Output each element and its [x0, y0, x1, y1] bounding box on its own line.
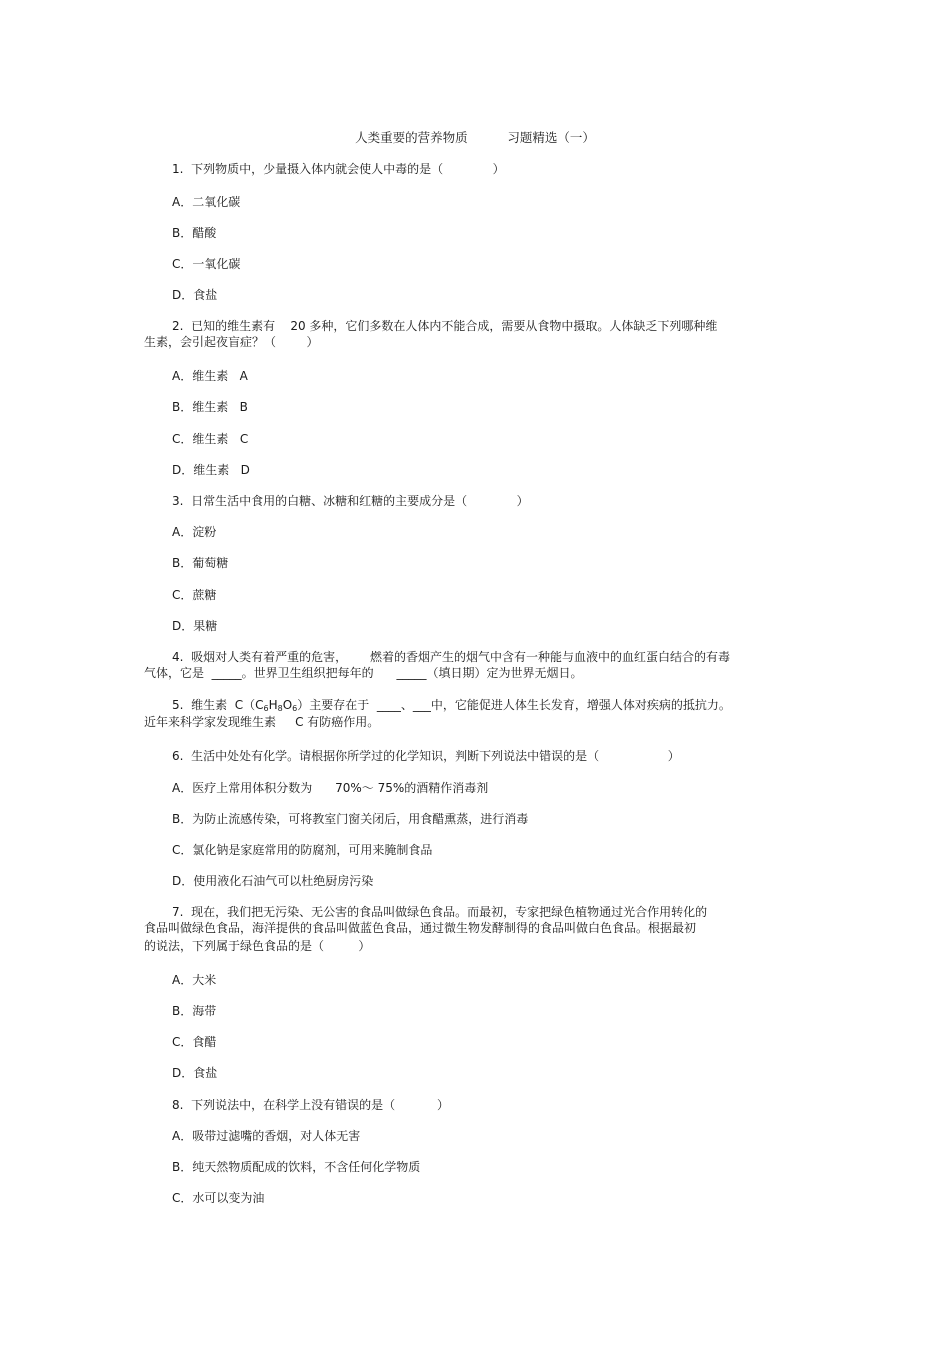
question-3-option-b: B．葡萄糖 [172, 556, 229, 570]
question-2-option-a: A．维生素 A [172, 369, 248, 383]
question-3-option-d: D．果糖 [172, 619, 218, 633]
question-5-post: ）主要存在于 ____、___中，它能促进人体生长发育，增强人体对疾病的抵抗力。 [297, 698, 731, 712]
question-3-stem: 3. 日常生活中食用的白糖、冰糖和红糖的主要成分是（ ） [172, 494, 529, 508]
question-1-option-a: A．二氧化碳 [172, 195, 241, 209]
formula-subscript: 6 [263, 704, 269, 713]
question-1-option-b: B．醋酸 [172, 226, 217, 240]
question-2-stem-line-1: 2. 已知的维生素有 20 多种，它们多数在人体内不能合成，需要从食物中摄取。人体缺乏下列哪种维 [172, 319, 718, 333]
question-8-option-a: A．吸带过滤嘴的香烟，对人体无害 [172, 1129, 361, 1143]
question-1-option-d: D．食盐 [172, 288, 218, 302]
question-2-option-d: D．维生素 D [172, 463, 250, 477]
question-6-option-a: A．医疗上常用体积分数为 70%～ 75%的酒精作消毒剂 [172, 781, 489, 795]
formula-subscript: 6 [292, 704, 298, 713]
question-5-pre: 5. 维生素 C（C [172, 698, 264, 712]
question-7-stem-line-2: 食品叫做绿色食品，海洋提供的食品叫做蓝色食品，通过微生物发酵制得的食品叫做白色食品。根据最初 [144, 921, 697, 935]
formula-element: H [268, 698, 278, 712]
question-1-option-c: C．一氧化碳 [172, 257, 241, 271]
question-2-option-c: C．维生素 C [172, 432, 249, 446]
question-7-option-a: A．大米 [172, 973, 217, 987]
question-7-option-d: D．食盐 [172, 1066, 218, 1080]
question-4-stem-line-1: 4. 吸烟对人类有着严重的危害， 燃着的香烟产生的烟气中含有一种能与血液中的血红蛋白结合的有毒 [172, 650, 730, 664]
question-6-option-c: C．氯化钠是家庭常用的防腐剂，可用来腌制食品 [172, 843, 433, 857]
question-3-option-c: C．蔗糖 [172, 588, 217, 602]
formula-subscript: 8 [277, 704, 283, 713]
question-2-option-b: B．维生素 B [172, 400, 248, 414]
question-8-option-c: C．水可以变为油 [172, 1191, 265, 1205]
page-title: 人类重要的营养物质 习题精选（一） [355, 130, 595, 145]
question-6-option-b: B．为防止流感传染，可将教室门窗关闭后，用食醋熏蒸，进行消毒 [172, 812, 529, 826]
question-6-stem: 6. 生活中处处有化学。请根据你所学过的化学知识，判断下列说法中错误的是（ ） [172, 749, 680, 763]
question-8-stem: 8. 下列说法中，在科学上没有错误的是（ ） [172, 1098, 450, 1112]
question-4-stem-line-2: 气体，它是 _____。世界卫生组织把每年的 _____（填日期）定为世界无烟日。 [144, 666, 583, 680]
formula-element: O [282, 698, 293, 712]
question-6-option-d: D．使用液化石油气可以杜绝厨房污染 [172, 874, 374, 888]
question-1-stem: 1. 下列物质中，少量摄入体内就会使人中毒的是（ ） [172, 162, 505, 176]
question-7-stem-line-3: 的说法，下列属于绿色食品的是（ ） [144, 939, 371, 953]
question-5-stem-line-2: 近年来科学家发现维生素 C 有防癌作用。 [144, 715, 380, 729]
question-3-option-a: A．淀粉 [172, 525, 217, 539]
question-7-stem-line-1: 7. 现在，我们把无污染、无公害的食品叫做绿色食品。而最初，专家把绿色植物通过光合作用转化的 [172, 905, 708, 919]
question-2-stem-line-2: 生素，会引起夜盲症？（ ） [144, 335, 319, 349]
question-7-option-c: C．食醋 [172, 1035, 217, 1049]
question-7-option-b: B．海带 [172, 1004, 217, 1018]
question-8-option-b: B．纯天然物质配成的饮料，不含任何化学物质 [172, 1160, 421, 1174]
